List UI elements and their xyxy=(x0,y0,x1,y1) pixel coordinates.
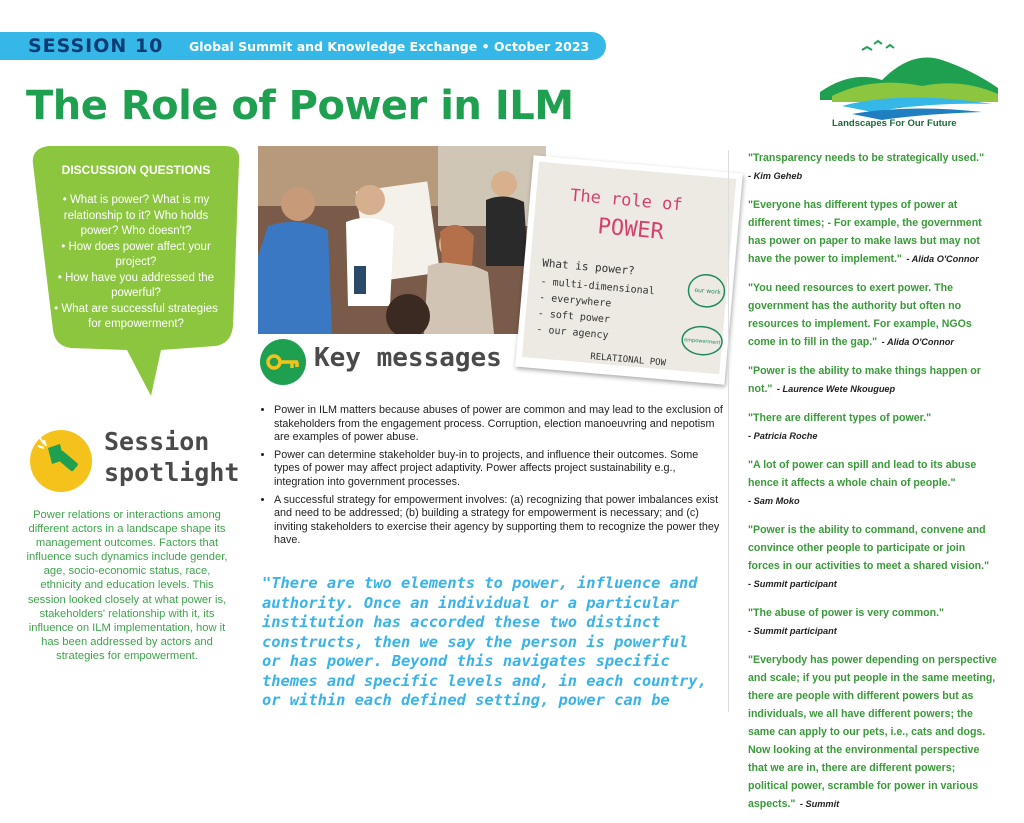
key-messages-list xyxy=(258,404,726,552)
quote-text: "You need resources to exert power. The government has the authority but often no resources to implement. For example, NGOs come in to fill in the gap." xyxy=(748,282,972,348)
quote-item xyxy=(748,455,998,509)
flipchart-heading: The role of xyxy=(569,185,684,216)
quote-text: "Power is the ability to command, convene and convince other people to participate or join forces in our activities to meet a shared vision." xyxy=(748,524,990,572)
column-divider xyxy=(728,150,729,712)
quote-text: "The abuse of power is very common." xyxy=(748,607,945,619)
quote-text: "Everybody has power depending on perspective and scale; if you put people in the same meeting, there are people with different powers but as individuals, we all have different powers; the same can apply to our pets, i.e., cats and dogs. Now looking at the environmental perspective that we are in, there are different powers; political power, scramble for power in various aspects." xyxy=(748,654,997,810)
spotlight-title xyxy=(104,426,239,488)
quote-author: - Kim Geheb xyxy=(748,171,803,181)
key-message: • Power can determine stakeholder buy-in to projects, and influence their outcomes. Some types of power may affect project adaptivity. Power affects project sustainability e.g., integration into government processes. xyxy=(274,449,726,490)
quote-item xyxy=(748,148,998,184)
flipchart-line: - everywhere xyxy=(538,292,612,310)
spotlight-body: Power relations or interactions among different actors in a landscape shape its management outcomes. Factors that influence such dynamics include gender, age, socio-economic status, race, ethnicity and education levels. This session looked closely at what power is, stakeholders' relationship with it, its influence on ILM implementation, how it has been addressed by actors and strategies for empowerment. xyxy=(26,509,228,662)
quote-author: - Laurence Wete Nkouguep xyxy=(776,384,896,394)
quote-text: "A lot of power can spill and lead to its abuse hence it affects a whole chain of people." xyxy=(748,459,977,489)
flipchart-photo xyxy=(515,155,743,384)
key-messages-title: Key messages xyxy=(314,343,502,373)
flipchart-footer: RELATIONAL POW xyxy=(589,351,667,369)
quote-item xyxy=(748,361,998,397)
quote-author: - Summit participant xyxy=(748,626,837,636)
quote-author: - Alida O'Connor xyxy=(906,254,979,264)
logo-text: Landscapes For Our Future xyxy=(832,118,957,129)
quote-author: - Alida O'Connor xyxy=(881,337,954,347)
quote-text: "Everyone has different types of power at different times; - For example, the government has power on paper to make laws but may not have the power to implement." xyxy=(748,199,982,265)
flipchart-heading: POWER xyxy=(596,214,665,245)
spotlight-title-line: spotlight xyxy=(104,458,240,487)
flipchart-line: What is power? xyxy=(541,256,636,278)
key-message: • A successful strategy for empowerment involves: (a) recognizing that power imbalances exist and need to be addressed; (b) building a strategy for empowerment is necessary; and (c) inviting stakeholders to exercise their agency by supporting them to recognize the power they have. xyxy=(274,494,726,548)
quote-author: - Sam Moko xyxy=(748,496,800,506)
quote-item xyxy=(748,603,998,639)
discussion-question: • How have you addressed the powerful? xyxy=(46,271,226,302)
discussion-question: • What is power? What is my relationship to it? Who holds power? Who doesn't? xyxy=(46,193,226,240)
flipchart-circle-label: our work xyxy=(694,286,722,297)
quote-item xyxy=(748,520,998,592)
workshop-photo xyxy=(258,146,546,334)
spotlight-title-line: Session xyxy=(104,427,210,456)
flipchart-line: - soft power xyxy=(537,308,611,326)
landscapes-logo xyxy=(812,30,1002,130)
flipchart-line: - multi-dimensional xyxy=(540,276,656,298)
discussion-questions xyxy=(46,193,226,333)
flashlight-icon xyxy=(30,430,92,492)
participant-quotes xyxy=(748,148,998,823)
discussion-question: • What are successful strategies for empowerment? xyxy=(46,302,226,333)
quote-text: "There are different types of power." xyxy=(748,412,932,424)
key-icon xyxy=(260,339,306,385)
key-message: • Power in ILM matters because abuses of power are common and may lead to the exclusion of stakeholders from the engagement process. Corruption, election manoeuvring and nepotism are examples of power abuse. xyxy=(274,404,726,445)
quote-author: - Patricia Roche xyxy=(748,431,818,441)
quote-item xyxy=(748,408,998,444)
flipchart-line: - our agency xyxy=(535,324,609,342)
pull-quote: "There are two elements to power, influence and authority. Once an individual or a particular institution has accorded these two distinct constructs, then we say the person is powerful or has power. Beyond this navigates specific themes and specific levels and, in each country, or within each defined setting, power can be xyxy=(262,574,707,709)
quote-text: "Transparency needs to be strategically used." xyxy=(748,152,985,164)
event-subtitle: Global Summit and Knowledge Exchange • October 2023 xyxy=(189,39,590,54)
quote-item xyxy=(748,650,998,812)
session-label: SESSION 10 xyxy=(28,35,164,57)
discussion-question: • How does power affect your project? xyxy=(46,240,226,271)
quote-item xyxy=(748,195,998,267)
quote-author: - Summit participant xyxy=(748,579,837,589)
quote-item xyxy=(748,278,998,350)
flipchart-circle-label: empowerment xyxy=(683,337,721,347)
discussion-title: DISCUSSION QUESTIONS xyxy=(61,163,211,177)
quote-text: "Power is the ability to make things happen or not." xyxy=(748,365,981,395)
page-title: The Role of Power in ILM xyxy=(26,83,574,129)
quote-author: - Summit xyxy=(799,799,840,809)
